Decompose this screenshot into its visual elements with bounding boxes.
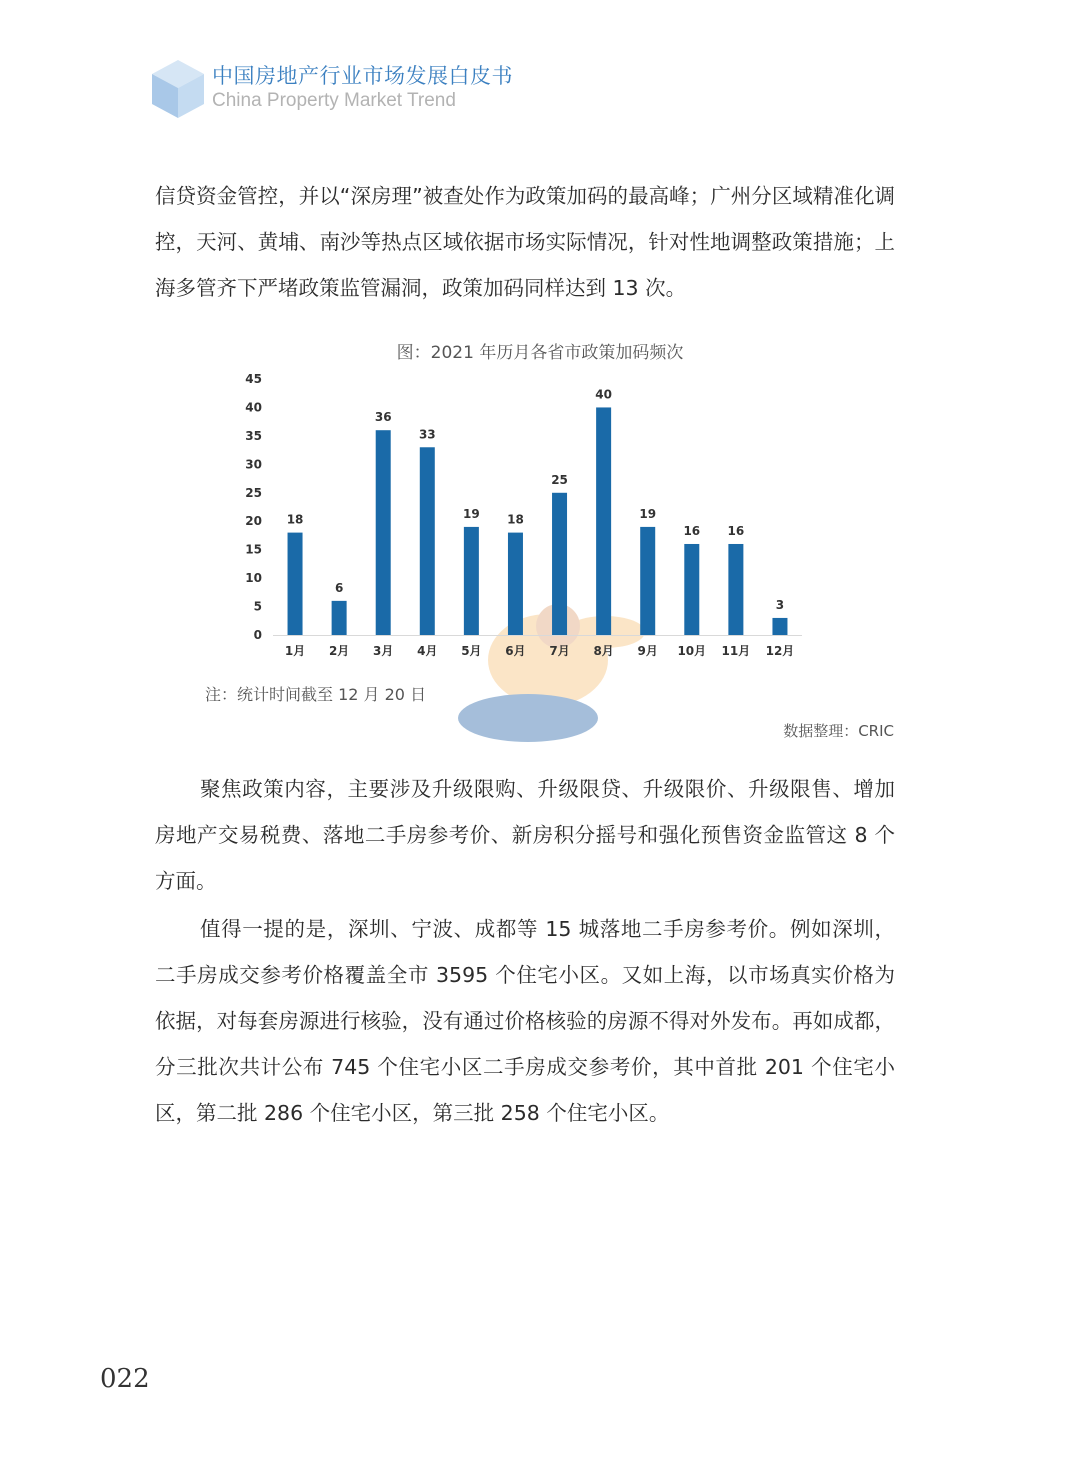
x-tick-label: 8月 xyxy=(593,644,614,658)
data-label: 25 xyxy=(551,472,568,487)
data-label: 16 xyxy=(727,523,745,538)
paragraph-3: 值得一提的是，深圳、宁波、成都等 15 城落地二手房参考价。例如深圳，二手房成交参考价格覆盖全市 3595 个住宅小区。又如上海，以市场真实价格为依据，对每套房源进行核验，没有通过价格核验的房源不得对外发布。再如成都，分三批次共计公布 745 个住宅小区二手房成交参考价，其中首批 201 个住宅小区，第二批 286 个住宅小区，第三批 258 个住宅小区。 xyxy=(155,917,895,1125)
y-tick-label: 30 xyxy=(245,457,262,472)
data-label: 16 xyxy=(683,523,701,538)
figure-source: 数据整理：CRIC xyxy=(783,722,894,740)
bar xyxy=(596,407,611,635)
bar-chart xyxy=(230,365,810,670)
x-tick-label: 12月 xyxy=(765,644,795,658)
data-label: 19 xyxy=(463,506,480,521)
y-tick-label: 20 xyxy=(245,514,262,529)
y-tick-label: 35 xyxy=(245,428,262,443)
y-tick-label: 40 xyxy=(245,400,262,415)
paragraph-1: 信贷资金管控，并以“深房理”被查处作为政策加码的最高峰；广州分区域精准化调控，天河、黄埔、南沙等热点区域依据市场实际情况，针对性地调整政策措施；上海多管齐下严堵政策监管漏洞，政策加码同样达到 13 次。 xyxy=(155,184,895,300)
x-tick-label: 2月 xyxy=(328,644,350,658)
bar xyxy=(420,447,435,635)
data-label: 19 xyxy=(639,506,657,521)
x-tick-label: 3月 xyxy=(373,644,394,658)
y-tick-label: 15 xyxy=(245,542,262,557)
figure-title: 图：2021 年历月各省市政策加码频次 xyxy=(396,343,684,363)
y-tick-label: 25 xyxy=(245,485,262,500)
page-header xyxy=(150,58,670,128)
bar xyxy=(728,544,743,635)
data-label: 3 xyxy=(775,597,785,612)
y-tick-label: 0 xyxy=(253,628,262,642)
x-tick-label: 10月 xyxy=(677,644,707,658)
bar xyxy=(464,527,479,635)
bar xyxy=(640,527,655,635)
data-label: 36 xyxy=(374,410,392,425)
cube-logo-icon xyxy=(150,58,206,120)
header-title: 中国房地产行业市场发展白皮书 xyxy=(212,64,513,88)
x-tick-label: 1月 xyxy=(284,644,306,658)
bar xyxy=(772,618,787,635)
bar xyxy=(376,430,391,635)
x-tick-label: 11月 xyxy=(721,644,751,658)
bar xyxy=(508,533,523,635)
x-tick-label: 5月 xyxy=(461,644,482,658)
data-label: 40 xyxy=(595,387,612,402)
data-label: 33 xyxy=(418,427,436,442)
figure-note: 注：统计时间截至 12 月 20 日 xyxy=(205,685,427,704)
x-tick-label: 6月 xyxy=(505,644,526,658)
data-label: 18 xyxy=(507,512,524,527)
data-label: 18 xyxy=(286,512,304,527)
bar xyxy=(684,544,699,635)
y-tick-label: 5 xyxy=(253,599,262,614)
y-tick-label: 45 xyxy=(245,372,262,386)
page-number: 022 xyxy=(100,1364,150,1394)
bar xyxy=(552,493,567,635)
x-tick-label: 9月 xyxy=(637,644,658,658)
x-tick-label: 4月 xyxy=(417,644,438,658)
y-tick-label: 10 xyxy=(245,571,262,586)
paragraph-2: 聚焦政策内容，主要涉及升级限购、升级限贷、升级限价、升级限售、增加房地产交易税费、落地二手房参考价、新房积分摇号和强化预售资金监管这 8 个方面。 xyxy=(155,777,895,893)
bar xyxy=(332,601,347,635)
data-label: 6 xyxy=(334,580,344,595)
x-tick-label: 7月 xyxy=(549,644,570,658)
header-subtitle: China Property Market Trend xyxy=(212,90,456,111)
bar xyxy=(288,533,303,635)
